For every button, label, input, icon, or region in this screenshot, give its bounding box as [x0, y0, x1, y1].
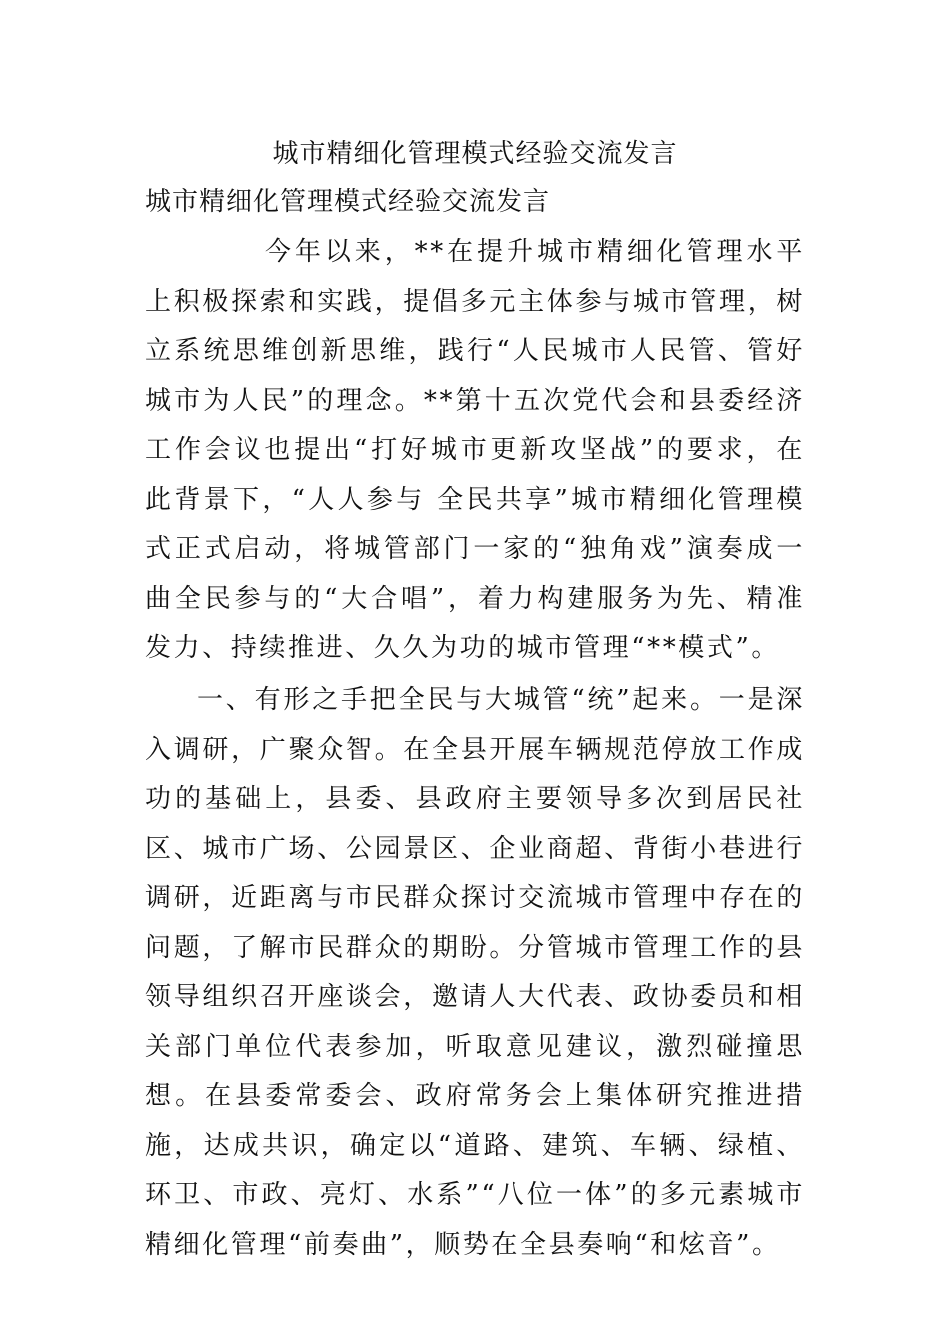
- document-subtitle: 城市精细化管理模式经验交流发言: [145, 187, 551, 217]
- paragraph-intro: 今年以来，**在提升城市精细化管理水平上积极探索和实践，提倡多元主体参与城市管理，树立系统思维创新思维，践行“人民城市人民管、管好城市为人民”的理念。**第十五次党代会和县委经济工作会议也提出“打好城市更新攻坚战”的要求，在此背景下，“人人参与 全民共享”城市精细化管理模式正式启动，将城管部门一家的“独角戏”演奏成一曲全民参与的“大合唱”，着力构建服务为先、精准发力、持续推进、久久为功的城市管理“**模式”。: [145, 237, 805, 663]
- paragraph-section-one: 一、有形之手把全民与大城管“统”起来。一是深入调研，广聚众智。在全县开展车辆规范停放工作成功的基础上，县委、县政府主要领导多次到居民社区、城市广场、公园景区、企业商超、背街小巷进行调研，近距离与市民群众探讨交流城市管理中存在的问题，了解市民群众的期盼。分管城市管理工作的县领导组织召开座谈会，邀请人大代表、政协委员和相关部门单位代表参加，听取意见建议，激烈碰撞思想。在县委常委会、政府常务会上集体研究推进措施，达成共识，确定以“道路、建筑、车辆、绿植、环卫、市政、亮灯、水系”“八位一体”的多元素城市精细化管理“前奏曲”，顺势在全县奏响“和炫音”。: [145, 685, 805, 1260]
- document-title: 城市精细化管理模式经验交流发言: [272, 139, 678, 169]
